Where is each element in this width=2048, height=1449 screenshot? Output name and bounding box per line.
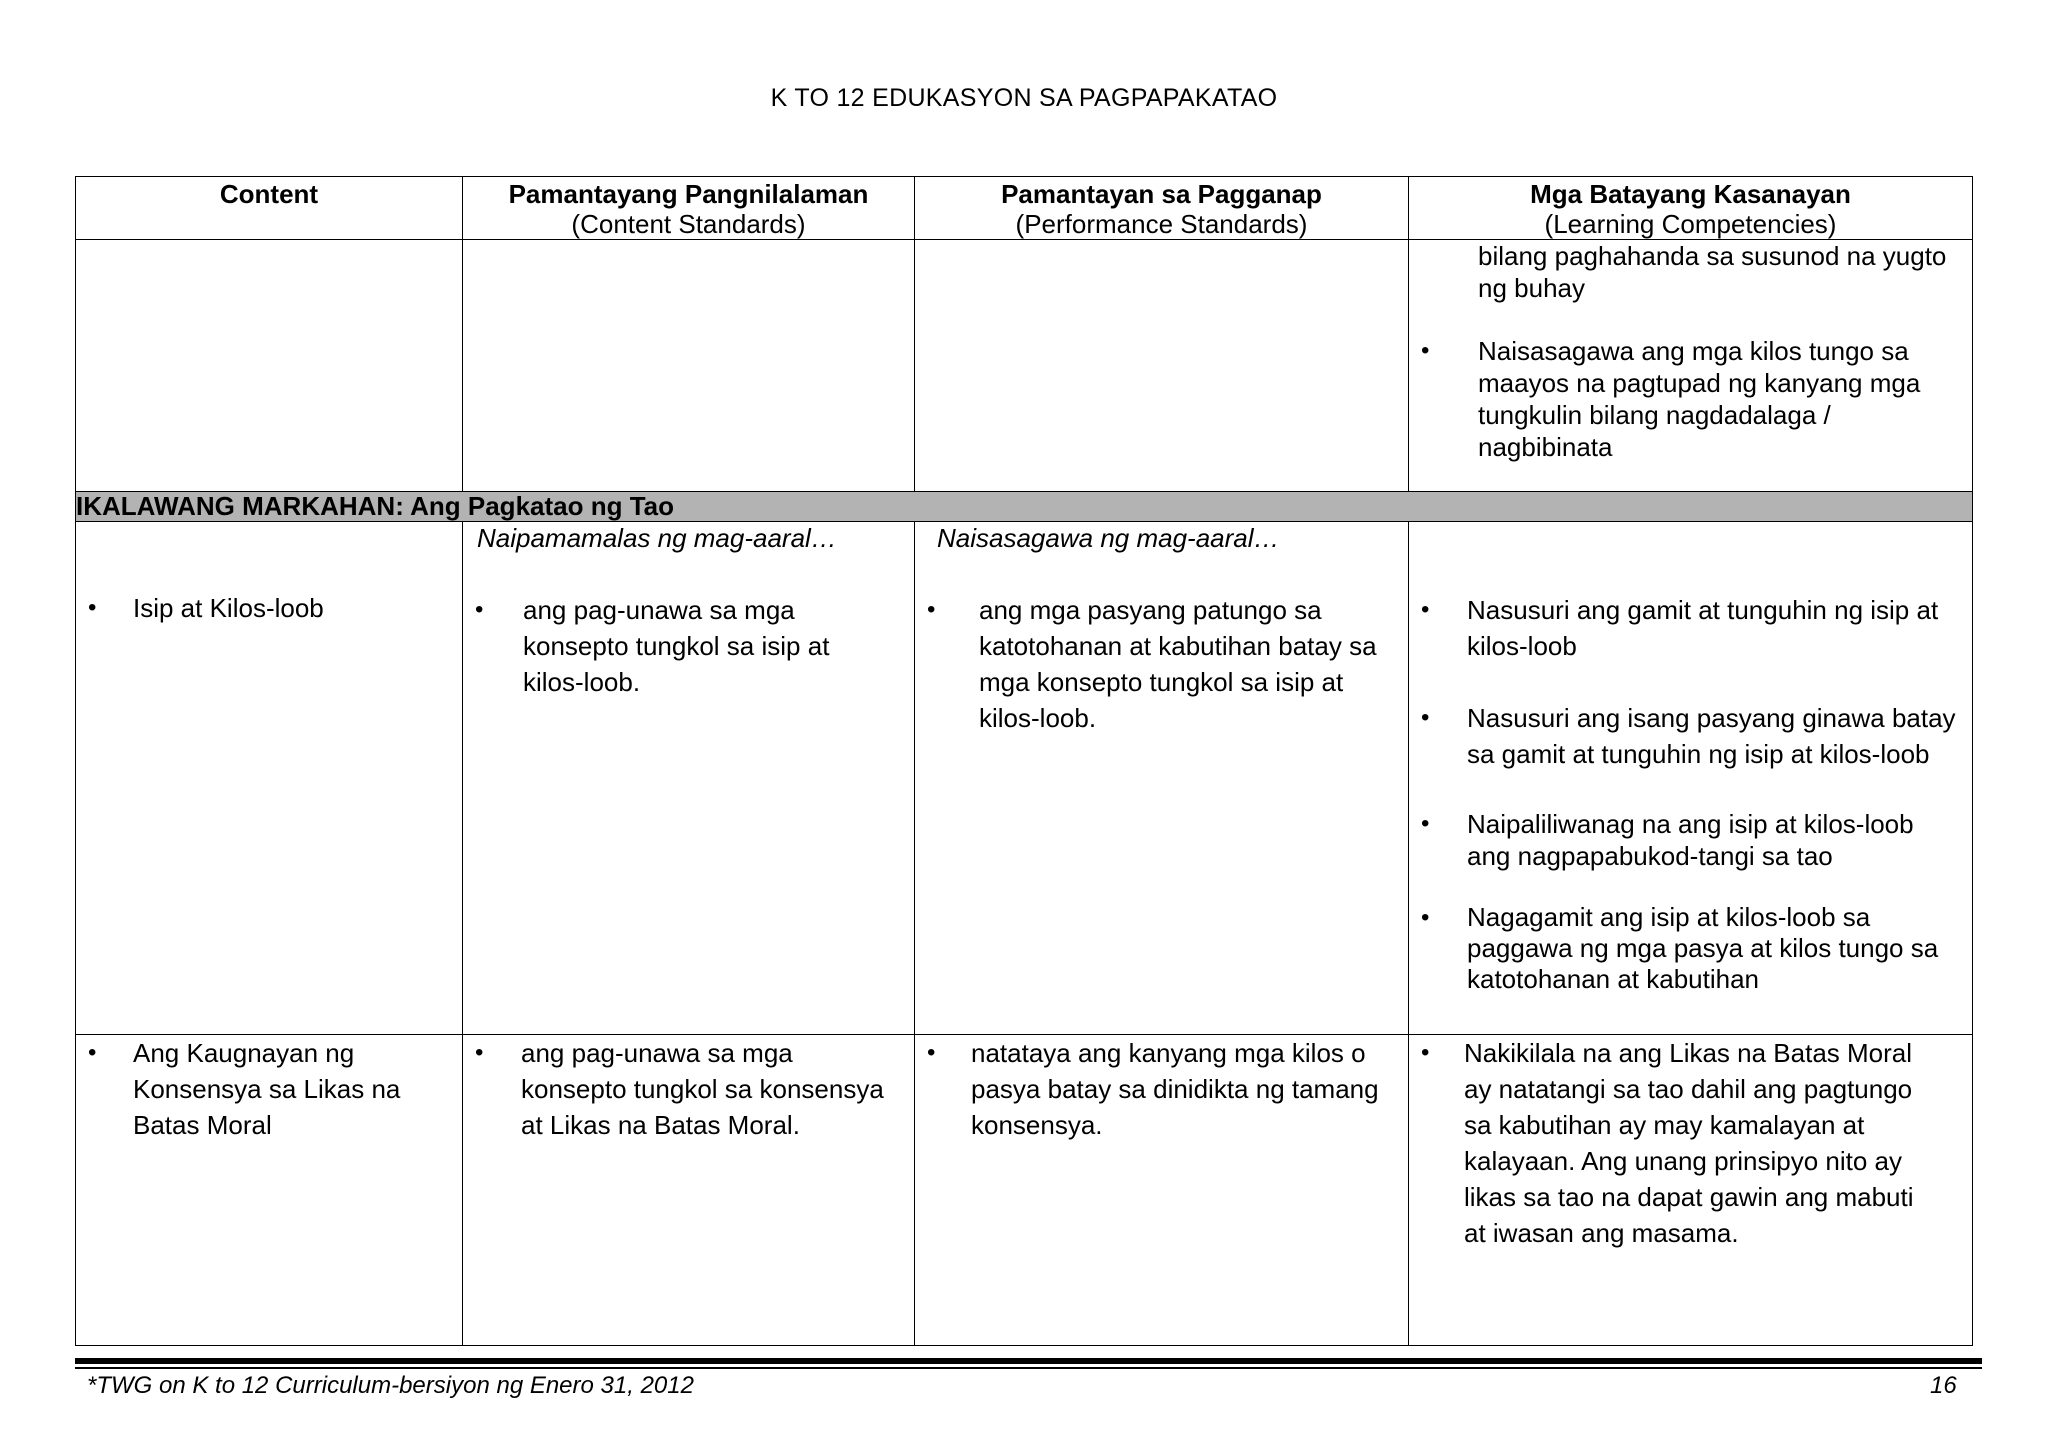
table-row bbox=[76, 1035, 1973, 1346]
content-list bbox=[76, 592, 462, 624]
competency-continuation: bilang paghahanda sa susunod na yugto ng buhay bbox=[1478, 241, 1947, 303]
column-header-main: Content bbox=[219, 179, 319, 209]
page-header-title: K TO 12 EDUKASYON SA PAGPAPAKATAO bbox=[770, 84, 1278, 112]
competency-text: Nakikilala na ang Likas na Batas Moral ay natatangi sa tao dahil ang pagtungo sa kabutihan ay may kamalayan at kalayaan. Ang unang prinsipyo nito ay likas sa tao na dapat gawin ang mabuti at iwasan ang masama. bbox=[1464, 1038, 1914, 1248]
competency-text: Nasusuri ang gamit at tunguhin ng isip at kilos-loob bbox=[1467, 595, 1939, 661]
footer-rule bbox=[75, 1358, 1982, 1364]
list-item bbox=[1409, 808, 1960, 872]
page-number: 16 bbox=[1930, 1372, 1957, 1399]
content-cell bbox=[76, 240, 463, 492]
table-row bbox=[76, 522, 1973, 1035]
performance-standard-text: natataya ang kanyang mga kilos o pasya batay sa dinidikta ng tamang konsensya. bbox=[971, 1038, 1379, 1140]
performance-standard-intro: Naisasagawa ng mag-aaral… bbox=[937, 523, 1280, 553]
list-item bbox=[915, 1035, 1408, 1143]
content-text: Ang Kaugnayan ng Konsensya sa Likas na Batas Moral bbox=[133, 1038, 401, 1140]
content-standard-list bbox=[463, 592, 914, 700]
column-header-sub: (Learning Competencies) bbox=[1544, 209, 1837, 239]
performance-standard-list bbox=[915, 1035, 1408, 1143]
competency-list bbox=[1409, 335, 1972, 463]
table-header-row bbox=[76, 177, 1973, 240]
performance-standard-cell bbox=[915, 522, 1409, 1035]
competency-cell bbox=[1409, 522, 1973, 1035]
competency-list bbox=[1409, 592, 1972, 995]
list-item bbox=[76, 1035, 462, 1143]
section-band: IKALAWANG MARKAHAN: Ang Pagkatao ng Tao bbox=[76, 492, 1973, 522]
performance-standard-list bbox=[915, 592, 1408, 736]
list-item bbox=[463, 1035, 914, 1143]
list-item bbox=[1409, 1035, 1972, 1251]
competency-text: Naisasagawa ang mga kilos tungo sa maayos na pagtupad ng kanyang mga tungkulin bilang nagdadalaga / nagbibinata bbox=[1478, 336, 1921, 462]
content-standard-intro: Naipamamalas ng mag-aaral… bbox=[477, 523, 837, 553]
content-standard-text: ang pag-unawa sa mga konsepto tungkol sa isip at kilos-loob. bbox=[523, 595, 830, 697]
column-header-main: Pamantayang Pangnilalaman bbox=[508, 179, 869, 209]
competency-text: Nasusuri ang isang pasyang ginawa batay sa gamit at tunguhin ng isip at kilos-loob bbox=[1467, 703, 1956, 769]
performance-standard-cell bbox=[915, 240, 1409, 492]
content-standard-cell bbox=[463, 240, 915, 492]
content-cell bbox=[76, 1035, 463, 1346]
content-standard-text: ang pag-unawa sa mga konsepto tungkol sa konsensya at Likas na Batas Moral. bbox=[521, 1038, 884, 1140]
column-header-content-standards bbox=[463, 177, 915, 240]
list-item bbox=[76, 592, 462, 624]
curriculum-table bbox=[75, 176, 1973, 1346]
competency-cell bbox=[1409, 240, 1973, 492]
column-header-sub: (Performance Standards) bbox=[1015, 209, 1308, 239]
footer-note: *TWG on K to 12 Curriculum-bersiyon ng Enero 31, 2012 bbox=[87, 1372, 694, 1399]
section-band-row bbox=[76, 492, 1973, 522]
column-header-sub: (Content Standards) bbox=[571, 209, 806, 239]
column-header-performance-standards bbox=[915, 177, 1409, 240]
table-row-continued bbox=[76, 240, 1973, 492]
list-item bbox=[1409, 902, 1960, 995]
list-item bbox=[463, 592, 914, 700]
column-header-main: Mga Batayang Kasanayan bbox=[1530, 179, 1851, 209]
footer-rule bbox=[75, 1367, 1982, 1369]
list-item bbox=[1409, 335, 1972, 463]
content-standard-cell bbox=[463, 522, 915, 1035]
content-cell bbox=[76, 522, 463, 1035]
competency-text: Naipaliliwanag na ang isip at kilos-loob ang nagpapabukod-tangi sa tao bbox=[1467, 809, 1914, 871]
content-text: Isip at Kilos-loob bbox=[133, 593, 324, 623]
list-item bbox=[1409, 700, 1960, 772]
column-header-learning-competencies bbox=[1409, 177, 1973, 240]
competency-cell bbox=[1409, 1035, 1973, 1346]
list-item bbox=[1409, 592, 1960, 664]
competency-list bbox=[1409, 1035, 1972, 1251]
performance-standard-text: ang mga pasyang patungo sa katotohanan at kabutihan batay sa mga konsepto tungkol sa isip at kilos-loob. bbox=[979, 595, 1377, 733]
performance-standard-cell bbox=[915, 1035, 1409, 1346]
column-header-content bbox=[76, 177, 463, 240]
content-standard-cell bbox=[463, 1035, 915, 1346]
column-header-main: Pamantayan sa Pagganap bbox=[1001, 179, 1322, 209]
content-list bbox=[76, 1035, 462, 1143]
list-item bbox=[915, 592, 1408, 736]
content-standard-list bbox=[463, 1035, 914, 1143]
competency-text: Nagagamit ang isip at kilos-loob sa paggawa ng mga pasya at kilos tungo sa katotohanan at kabutihan bbox=[1467, 902, 1939, 994]
